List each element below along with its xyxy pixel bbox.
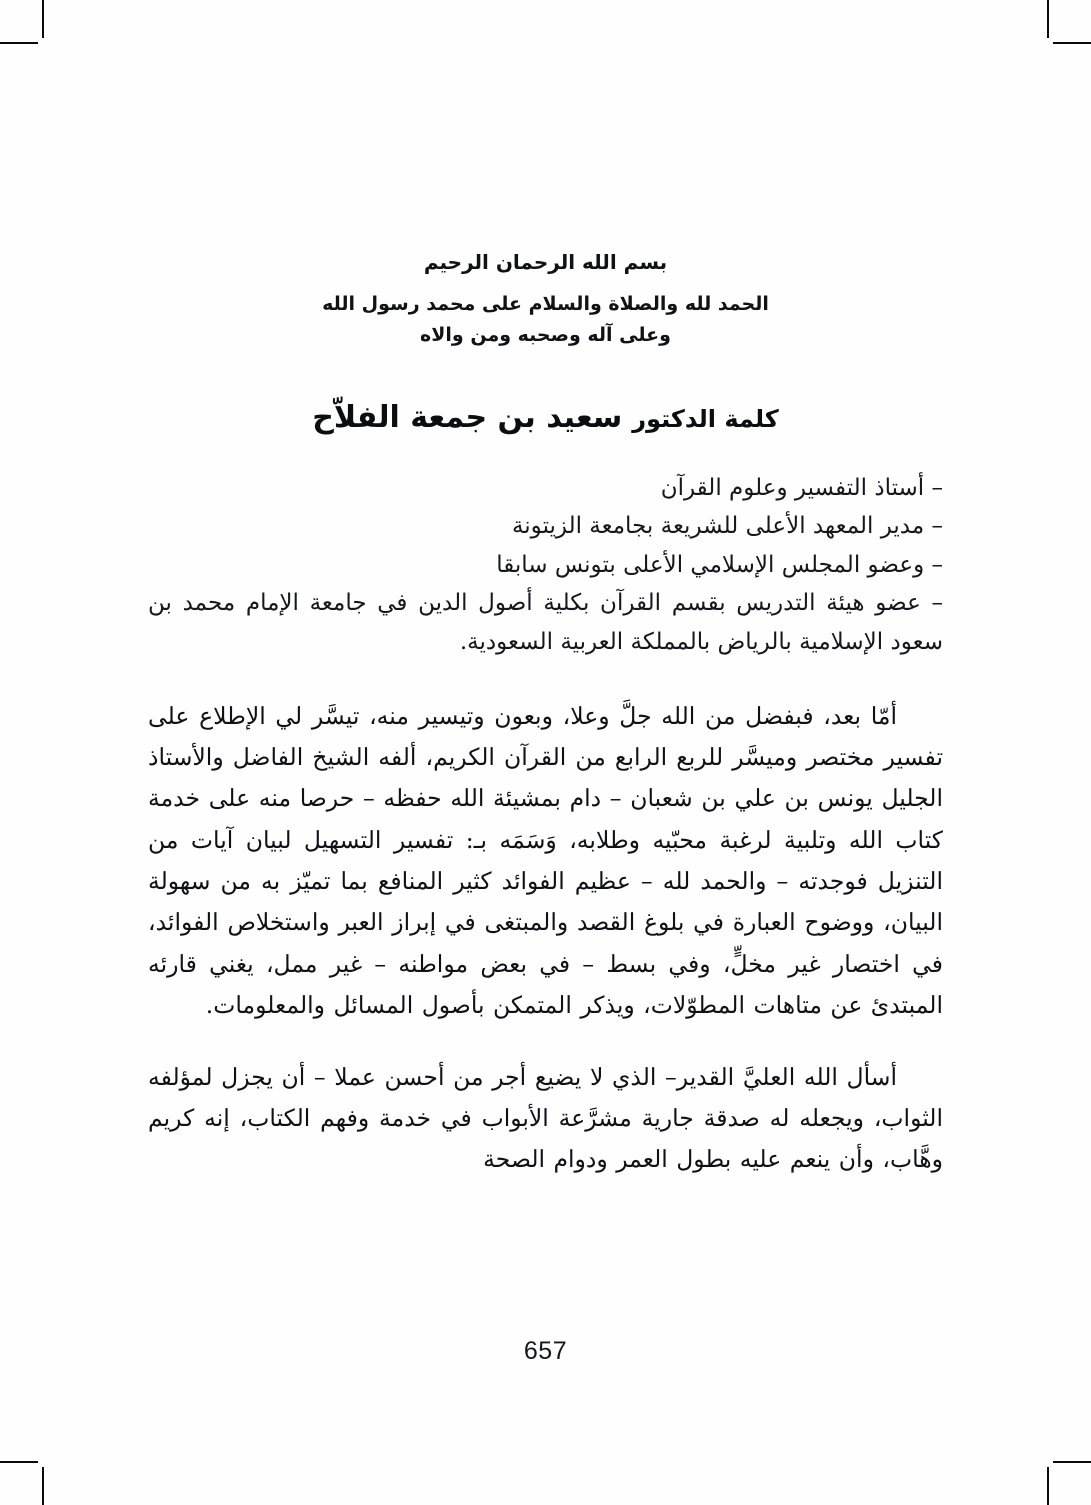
hamdala-line-2: وعلى آله وصحبه ومن والاه [420, 323, 671, 346]
credential-item: – وعضو المجلس الإسلامي الأعلى بتونس سابقا [496, 551, 943, 578]
crop-mark-top-right-horizontal [1053, 42, 1091, 44]
credential-item: – أستاذ التفسير وعلوم القرآن [660, 474, 943, 501]
hamdala-block [266, 289, 826, 351]
basmala-line: بسم الله الرحمان الرحيم [423, 250, 668, 274]
page-title-prefix: كلمة الدكتور [632, 404, 779, 433]
invocation-block [148, 248, 943, 351]
crop-mark-bottom-right-vertical [1047, 1467, 1049, 1505]
author-credentials-list [148, 469, 943, 662]
crop-mark-bottom-right-horizontal [1053, 1461, 1091, 1463]
body-paragraph: أسأل الله العليَّ القدير– الذي لا يضيع أجر من أحسن عملا – أن يجزل لمؤلفه الثواب، ويجعله له صدقة جارية مشرَّعة الأبواب في خدمة وفهم الكتاب، إنه كريم وهَّاب، وأن ينعم عليه بطول العمر ودوام الصحة [148, 1062, 943, 1174]
credential-item: – عضو هيئة التدريس بقسم القرآن بكلية أصول الدين في جامعة الإمام محمد بن سعود الإسلامية بالرياض بالمملكة العربية السعودية. [148, 590, 943, 656]
credential-item: – مدير المعهد الأعلى للشريعة بجامعة الزيتونة [511, 513, 943, 540]
crop-mark-top-left-vertical [42, 0, 44, 38]
crop-mark-bottom-left-horizontal [0, 1461, 38, 1463]
page-number: 657 [523, 1337, 568, 1365]
page-title-author-name: سعيد بن جمعة الفلاّح [312, 399, 623, 435]
crop-mark-top-right-vertical [1047, 0, 1049, 38]
hamdala-line-1: الحمد لله والصلاة والسلام على محمد رسول الله [322, 293, 769, 315]
page-title [148, 397, 943, 435]
page-content [148, 248, 943, 1181]
crop-mark-top-left-horizontal [0, 42, 38, 44]
crop-mark-bottom-left-vertical [42, 1467, 44, 1505]
body-text [148, 696, 943, 1181]
body-paragraph: أمّا بعد، فبفضل من الله جلَّ وعلا، وبعون وتيسير منه، تيسَّر لي الإطلاع على تفسير مختصر وميسَّر للربع الرابع من القرآن الكريم، ألفه الشيخ الفاضل والأستاذ الجليل يونس بن علي بن شعبان – دام بمشيئة الله حفظه – حرصا منه على خدمة كتاب الله وتلبية لرغبة محبّيه وطلابه، وَسَمَه بـ: تفسير التسهيل لبيان آيات من التنزيل فوجدته – والحمد لله – عظيم الفوائد كثير المنافع بما تميّز به من سهولة البيان، ووضوح العبارة في بلوغ القصد والمبتغى في إبراز العبر واستخلاص الفوائد، في اختصار غير مخلٍّ، وفي بسط – في بعض مواطنه – غير ممل، يغني قارئه المبتدئ عن متاهات المطوّلات، ويذكر المتمكن بأصول المسائل والمعلومات. [148, 701, 943, 1020]
